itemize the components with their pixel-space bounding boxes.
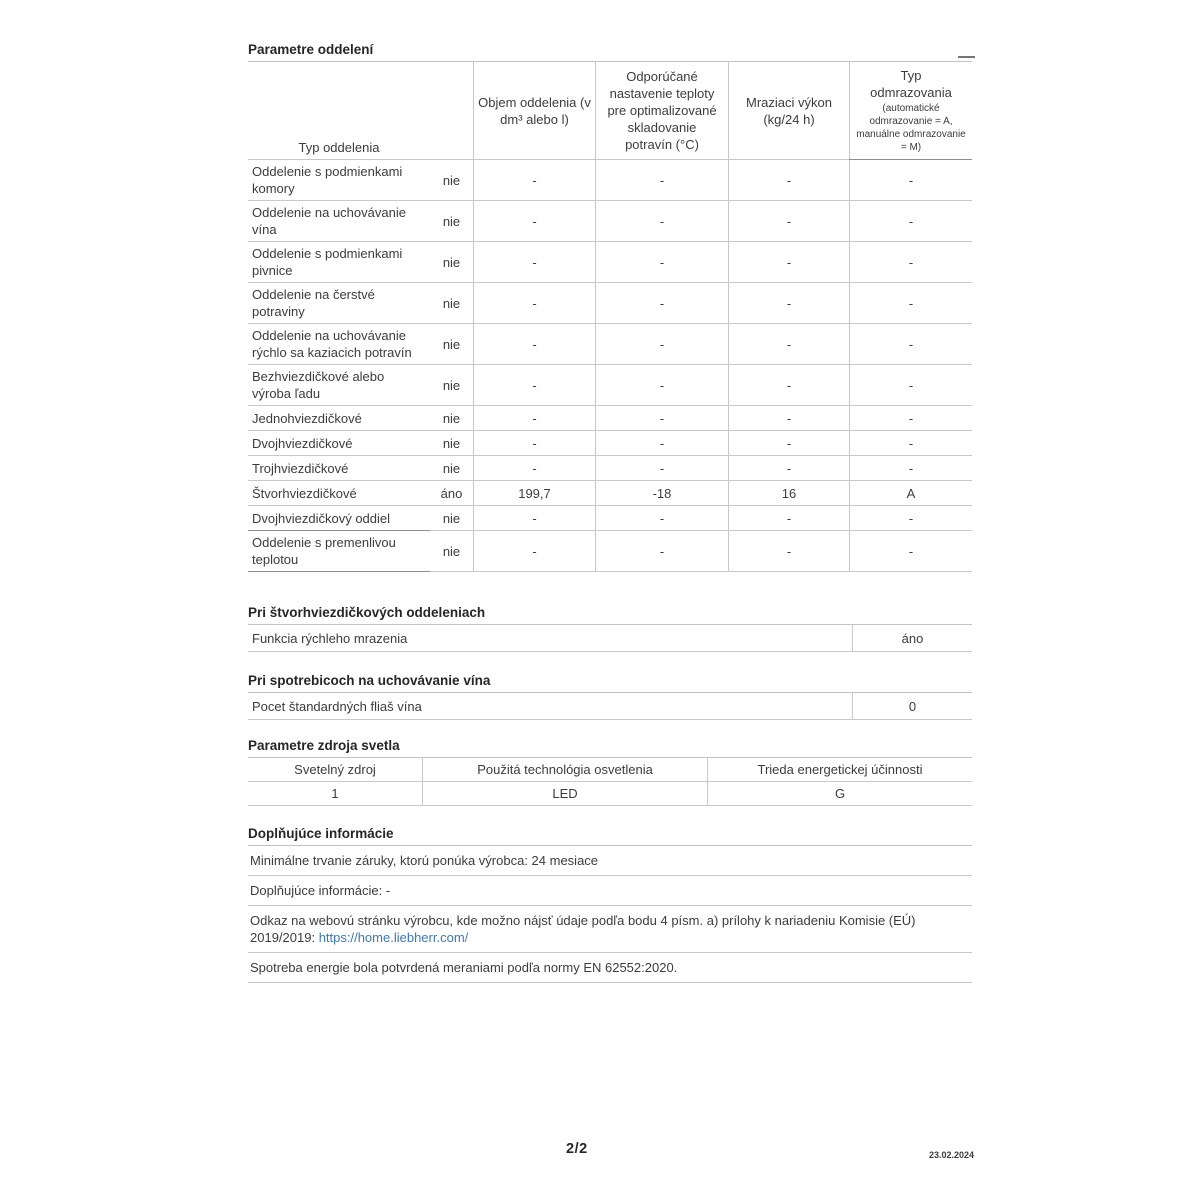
warranty-row: Minimálne trvanie záruky, ktorú ponúka výrobca: 24 mesiace: [248, 846, 972, 876]
wine-bottles-value: 0: [852, 693, 972, 719]
compartment-table: [248, 62, 972, 572]
table-row: [248, 456, 972, 481]
row-capacity: 16: [728, 481, 849, 505]
compartment-table-title-text: Parametre oddelení: [248, 42, 374, 57]
header-volume: Objem oddelenia (v dm³ alebo l): [473, 62, 595, 159]
row-volume: -: [473, 431, 595, 455]
table-row-four-star: [248, 481, 972, 506]
row-capacity: -: [728, 201, 849, 241]
table-row: [248, 531, 972, 572]
wine-section-title: Pri spotrebicoch na uchovávanie vína: [248, 673, 972, 693]
wine-section: [248, 673, 972, 720]
row-temperature: -: [595, 365, 728, 405]
table-row: [248, 242, 972, 283]
row-temperature: -: [595, 456, 728, 480]
row-volume: -: [473, 160, 595, 200]
light-header-technology: Použitá technológia osvetlenia: [422, 758, 707, 781]
row-temperature: -: [595, 160, 728, 200]
light-value-technology: LED: [422, 782, 707, 805]
table-row: [248, 365, 972, 406]
row-volume: -: [473, 506, 595, 530]
light-header-efficiency: Trieda energetickej účinnosti: [707, 758, 972, 781]
row-temperature: -18: [595, 481, 728, 505]
row-volume: -: [473, 456, 595, 480]
row-capacity: -: [728, 324, 849, 364]
four-star-row: [248, 625, 972, 652]
header-spacer: [430, 62, 473, 159]
row-capacity: -: [728, 160, 849, 200]
table-row: [248, 283, 972, 324]
light-source-section: [248, 738, 972, 806]
table-row: [248, 324, 972, 365]
row-temperature: -: [595, 506, 728, 530]
row-defrost: -: [849, 160, 972, 200]
light-value-source: 1: [331, 786, 339, 801]
page-number: 2/2: [566, 1141, 588, 1157]
row-temperature: -: [595, 324, 728, 364]
row-available: nie: [442, 172, 461, 188]
row-label: Dvojhviezdičkové: [252, 435, 353, 451]
table-row: [248, 406, 972, 431]
wine-bottles-label: Pocet štandardných fliaš vína: [252, 698, 422, 714]
row-volume: -: [473, 406, 595, 430]
row-defrost: A: [849, 481, 972, 505]
row-available: nie: [442, 377, 461, 393]
row-available: nie: [442, 254, 461, 270]
row-defrost: -: [849, 324, 972, 364]
row-volume: -: [473, 531, 595, 571]
additional-info-title: Doplňujúce informácie: [248, 826, 972, 846]
wine-row: [248, 693, 972, 720]
light-header-source: Svetelný zdroj: [294, 762, 376, 777]
header-defrost-type-note: (automatické odmrazovanie = A, manuálne odmrazovanie = M): [856, 103, 966, 153]
row-defrost: -: [849, 365, 972, 405]
row-capacity: -: [728, 365, 849, 405]
title-rule-end-mark: [958, 56, 975, 58]
row-available: nie: [442, 336, 461, 352]
four-star-section: [248, 605, 972, 652]
row-label: Oddelenie na čerstvé potraviny: [252, 287, 375, 319]
page-content: [248, 42, 972, 983]
fast-freeze-label: Funkcia rýchleho mrazenia: [252, 630, 408, 646]
row-label: Jednohviezdičkové: [252, 410, 362, 426]
website-row: [248, 906, 972, 953]
row-defrost: -: [849, 283, 972, 323]
row-capacity: -: [728, 506, 849, 530]
header-defrost-type-label: Typ odmrazovania: [870, 68, 952, 100]
row-available: nie: [442, 213, 461, 229]
header-freezing-capacity: Mraziaci výkon (kg/24 h): [728, 62, 849, 159]
table-row: [248, 201, 972, 242]
extra-info-row: Doplňujúce informácie: -: [248, 876, 972, 906]
row-label: Trojhviezdičkové: [252, 460, 349, 476]
row-temperature: -: [595, 431, 728, 455]
row-volume: -: [473, 283, 595, 323]
row-temperature: -: [595, 406, 728, 430]
row-label: Oddelenie s podmienkami komory: [252, 164, 403, 196]
compartment-table-title: [248, 42, 972, 62]
row-volume: -: [473, 365, 595, 405]
energy-norm-row: Spotreba energie bola potvrdená meraniami podľa normy EN 62552:2020.: [248, 953, 972, 983]
manufacturer-website-link[interactable]: https://home.liebherr.com/: [318, 930, 469, 945]
row-capacity: -: [728, 531, 849, 571]
row-capacity: -: [728, 431, 849, 455]
row-volume: -: [473, 242, 595, 282]
row-label: Oddelenie s podmienkami pivnice: [252, 246, 403, 278]
row-temperature: -: [595, 242, 728, 282]
table-row: [248, 506, 972, 531]
row-available: nie: [442, 435, 461, 451]
row-defrost: -: [849, 201, 972, 241]
table-row: [248, 160, 972, 201]
light-value-efficiency: G: [707, 782, 972, 805]
header-defrost-type: [849, 62, 972, 159]
fast-freeze-value: áno: [852, 625, 972, 651]
row-defrost: -: [849, 431, 972, 455]
row-temperature: -: [595, 283, 728, 323]
row-available: áno: [440, 485, 463, 501]
row-label: Dvojhviezdičkový oddiel: [252, 510, 391, 526]
light-table-header-row: [248, 758, 972, 782]
website-row-text: Odkaz na webovú stránku výrobcu, kde možno nájsť údaje podľa bodu 4 písm. a) prílohy k nariadeniu Komisie (EÚ) 2019/2019:: [250, 913, 916, 945]
row-available: nie: [442, 295, 461, 311]
row-label: Štvorhviezdičkové: [252, 485, 357, 501]
row-label: Oddelenie na uchovávanie rýchlo sa kaziacich potravín: [252, 328, 412, 360]
row-volume: 199,7: [473, 481, 595, 505]
row-defrost: -: [849, 506, 972, 530]
additional-info-section: [248, 826, 972, 983]
row-label: Oddelenie s premenlivou teplotou: [252, 535, 396, 567]
row-available: nie: [442, 510, 461, 526]
light-table-value-row: [248, 782, 972, 806]
row-capacity: -: [728, 406, 849, 430]
header-temperature: Odporúčané nastavenie teploty pre optimalizované skladovanie potravín (°C): [595, 62, 728, 159]
row-temperature: -: [595, 531, 728, 571]
document-date: 23.02.2024: [928, 1150, 974, 1160]
row-capacity: -: [728, 283, 849, 323]
light-source-title: Parametre zdroja svetla: [248, 738, 972, 758]
row-available: nie: [442, 543, 461, 559]
compartment-table-header: [248, 62, 972, 160]
row-available: nie: [442, 410, 461, 426]
four-star-section-title: Pri štvorhviezdičkových oddeleniach: [248, 605, 972, 625]
table-row: [248, 431, 972, 456]
row-volume: -: [473, 201, 595, 241]
row-available: nie: [442, 460, 461, 476]
header-type-oddelenia: Typ oddelenia: [298, 140, 380, 155]
row-capacity: -: [728, 242, 849, 282]
row-label: Bezhviezdičkové alebo výroba ľadu: [252, 369, 385, 401]
row-label: Oddelenie na uchovávanie vína: [252, 205, 406, 237]
row-capacity: -: [728, 456, 849, 480]
row-defrost: -: [849, 242, 972, 282]
row-defrost: -: [849, 406, 972, 430]
row-defrost: -: [849, 531, 972, 571]
row-temperature: -: [595, 201, 728, 241]
row-volume: -: [473, 324, 595, 364]
row-defrost: -: [849, 456, 972, 480]
